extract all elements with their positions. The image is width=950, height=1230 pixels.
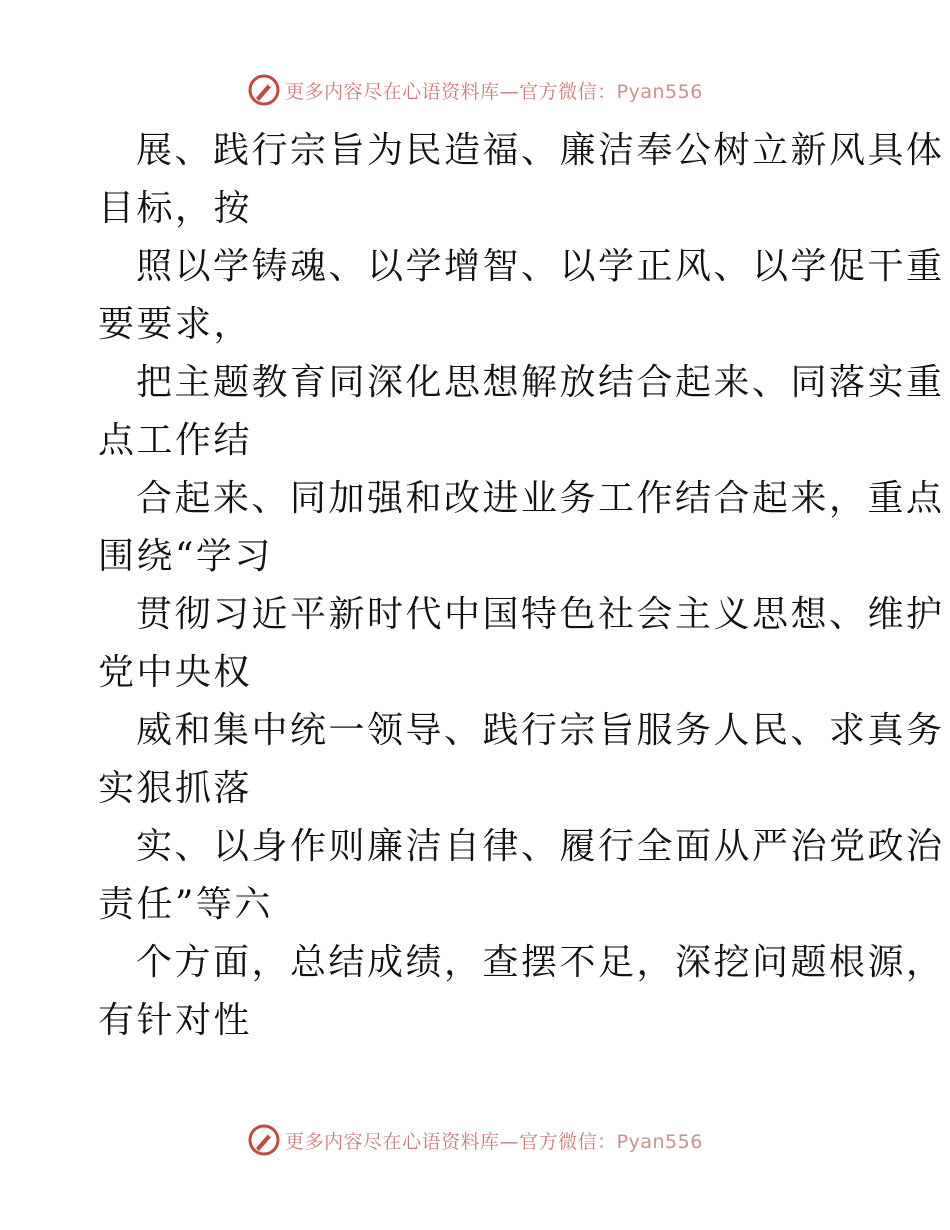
watermark-handle: Pyan556	[616, 80, 703, 103]
watermark-text	[285, 77, 703, 104]
text-line: 实狠抓落	[98, 768, 253, 809]
text-line: 实、以身作则廉洁自律、履行全面从严治党政治	[136, 826, 945, 867]
text-line: 有针对性	[98, 1000, 253, 1041]
text-line: 威和集中统一领导、践行宗旨服务人民、求真务	[136, 710, 945, 751]
text-line: 点工作结	[98, 420, 253, 461]
pen-nib-logo-icon	[247, 73, 281, 107]
header-watermark	[0, 70, 950, 110]
text-line: 照以学铸魂、以学增智、以学正风、以学促干重	[136, 246, 945, 287]
text-line: 个方面，总结成绩，查摆不足，深挖问题根源，	[136, 942, 945, 983]
watermark-handle: Pyan556	[616, 1130, 703, 1153]
document-body	[98, 122, 945, 1050]
text-line: 围绕“学习	[98, 536, 273, 577]
text-line: 把主题教育同深化思想解放结合起来、同落实重	[136, 362, 945, 403]
watermark-label: 更多内容尽在心语资料库—官方微信：	[285, 1130, 617, 1153]
text-line: 展、践行宗旨为民造福、廉洁奉公树立新风具体	[136, 130, 945, 171]
text-line: 贯彻习近平新时代中国特色社会主义思想、维护	[136, 594, 945, 635]
pen-nib-logo-icon	[247, 1123, 281, 1157]
text-line: 责任”等六	[98, 884, 273, 925]
text-line: 要要求，	[98, 304, 253, 345]
footer-watermark	[0, 1120, 950, 1160]
text-line: 合起来、同加强和改进业务工作结合起来，重点	[136, 478, 945, 519]
watermark-text	[285, 1127, 703, 1154]
text-line: 目标，按	[98, 188, 253, 229]
text-line: 党中央权	[98, 652, 253, 693]
watermark-label: 更多内容尽在心语资料库—官方微信：	[285, 80, 617, 103]
